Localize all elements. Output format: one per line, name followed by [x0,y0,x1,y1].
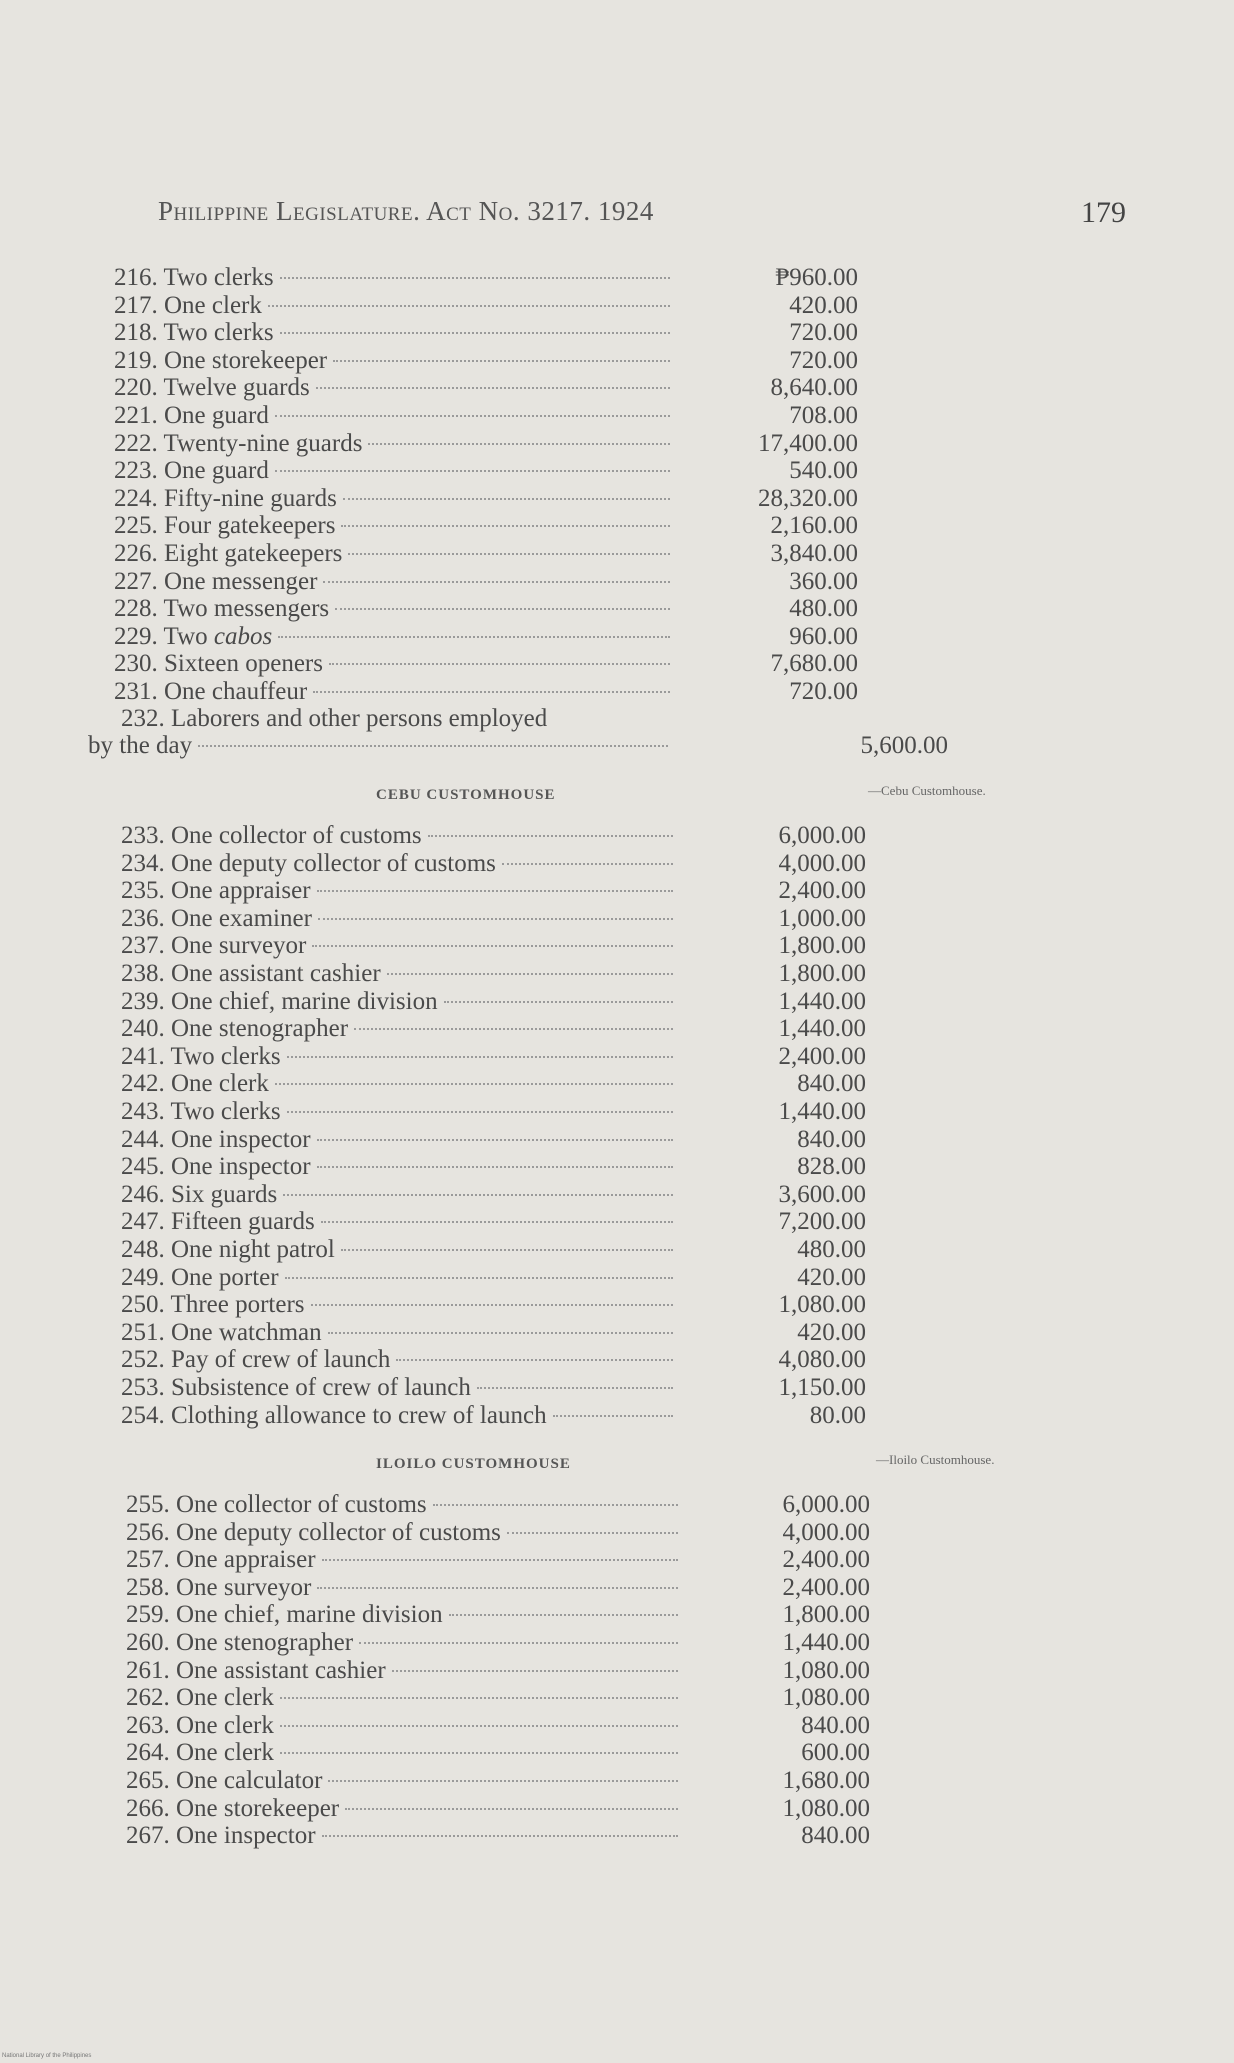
leader-dots [343,498,670,500]
line-item-amount: 708.00 [789,402,858,429]
line-item-amount: 2,400.00 [782,1573,870,1601]
iloilo-heading: ILOILO CUSTOMHOUSE [376,1456,571,1472]
leader-dots [287,1111,673,1113]
line-item-label: 243. Two clerks [121,1098,281,1125]
leader-dots [433,1504,678,1506]
line-item [121,1291,866,1319]
leader-dots [359,1642,678,1644]
line-item [121,932,866,960]
leader-dots [553,1415,673,1417]
leader-dots [268,305,670,307]
line-item-amount: ₱960.00 [775,264,858,291]
line-item [126,1739,870,1767]
line-item [126,1546,870,1574]
leader-dots [392,1670,678,1672]
running-title: Philippine Legislature. Act No. 3217. 1924 [158,196,654,226]
leader-dots [322,1559,678,1561]
line-item-label: 239. One chief, marine division [121,987,438,1015]
leader-dots [280,332,670,334]
line-item-label: 246. Six guards [121,1180,278,1208]
line-item [121,1125,866,1153]
line-item-label: 266. One storekeeper [126,1794,340,1822]
line-item-label: 247. Fifteen guards [121,1208,315,1236]
line-item [114,319,858,347]
line-item [121,1401,866,1429]
line-item-label: 251. One watchman [121,1318,322,1346]
page-number: 179 [1081,196,1126,229]
line-item [121,1015,866,1043]
line-item [121,1318,866,1346]
line-item-amount: 600.00 [801,1739,870,1767]
line-item-amount: 1,440.00 [778,1015,866,1043]
line-item-label: 254. Clothing allowance to crew of launch [121,1401,547,1429]
line-item [114,540,858,567]
line-item-amount: 960.00 [789,622,858,650]
leader-dots [444,1001,673,1003]
line-item [126,1518,870,1546]
line-item-label: 256. One deputy collector of customs [126,1518,501,1546]
leader-dots [335,608,670,610]
line-item [121,960,866,987]
line-item [126,1684,870,1712]
footer-credit: National Library of the Philippines [2,2053,92,2059]
line-item-label: 241. Two clerks [121,1042,281,1070]
line-item [114,402,858,429]
leader-dots [316,387,670,389]
leader-dots [278,636,670,638]
line-item [121,822,866,849]
line-item-amount: 1,000.00 [778,904,866,932]
line-item-label: 224. Fifty-nine guards [114,484,337,512]
line-item-amount: 3,840.00 [770,540,858,567]
line-item-label: 253. Subsistence of crew of launch [121,1374,471,1401]
line-item-label: 217. One clerk [114,291,262,319]
line-item [114,678,858,705]
line-item [121,1180,866,1208]
line-item [126,1656,870,1684]
leader-dots [396,1359,673,1361]
line-item [121,849,866,877]
line-item-label: 240. One stenographer [121,1015,349,1043]
line-item-amount: 840.00 [797,1070,866,1098]
leader-dots [317,1139,673,1141]
leader-dots [318,918,673,920]
line-item-label: 249. One porter [121,1263,279,1291]
line-item-label: 244. One inspector [121,1125,311,1153]
leader-dots [285,1277,673,1279]
line-item-label: 228. Two messengers [114,595,330,623]
line-item-label: 238. One assistant cashier [121,960,381,987]
leader-dots [348,553,670,555]
line-item-label: 221. One guard [114,402,269,429]
line-item-amount: 420.00 [789,291,858,319]
iloilo-margin-note: —Iloilo Customhouse. [876,1452,995,1467]
leader-dots [323,581,670,583]
line-item-label: 248. One night patrol [121,1236,335,1263]
line-item-amount: 4,000.00 [778,849,866,877]
line-item-amount: 720.00 [789,346,858,374]
line-item [114,429,858,457]
laborers-line-1: 232. Laborers and other persons employed [121,705,548,732]
line-item-label: 219. One storekeeper [114,346,328,374]
line-item-amount: 2,400.00 [778,1042,866,1070]
line-item-amount: 7,680.00 [770,650,858,678]
line-item-amount: 360.00 [789,567,858,595]
line-item [114,650,858,678]
line-item-amount: 4,080.00 [778,1346,866,1374]
line-item-amount: 420.00 [797,1263,866,1291]
line-item-amount: 1,440.00 [782,1629,870,1656]
line-item-label: 223. One guard [114,457,269,485]
line-item [114,264,858,291]
line-item-label: 261. One assistant cashier [126,1656,386,1684]
leader-dots [275,415,670,417]
line-item-amount: 2,400.00 [778,877,866,905]
line-item-amount: 720.00 [789,678,858,705]
line-item-amount: 480.00 [797,1236,866,1263]
line-item-amount: 1,080.00 [782,1656,870,1684]
line-item [114,512,858,540]
line-item-label: 263. One clerk [126,1711,274,1739]
line-item [114,457,858,485]
line-item-label: 225. Four gatekeepers [114,512,336,540]
line-item-label: 259. One chief, marine division [126,1601,443,1629]
leader-dots [328,1780,678,1782]
line-item-amount: 28,320.00 [758,484,858,512]
line-item-label: 229. Two cabos [114,622,273,650]
line-item-label: 230. Sixteen openers [114,650,323,678]
cebu-margin-note: —Cebu Customhouse. [868,783,986,798]
line-item-amount: 420.00 [797,1318,866,1346]
leader-dots [313,691,670,693]
line-item [126,1601,870,1629]
line-item-amount: 3,600.00 [778,1180,866,1208]
line-item-amount: 828.00 [797,1153,866,1181]
line-item-label: 242. One clerk [121,1070,269,1098]
line-item-amount: 17,400.00 [758,429,858,457]
leader-dots [280,1752,678,1754]
line-item-amount: 540.00 [789,457,858,485]
leader-dots [329,663,670,665]
line-item-amount: 480.00 [789,595,858,623]
line-item-label: 234. One deputy collector of customs [121,849,496,877]
leader-dots [354,1028,673,1030]
line-item-label: 262. One clerk [126,1684,274,1712]
leader-dots [311,1304,673,1306]
line-item-label: 227. One messenger [114,567,318,595]
laborers-amount: 5,600.00 [860,732,948,759]
line-item-label: 250. Three porters [121,1291,305,1319]
line-item-amount: 80.00 [809,1401,866,1429]
line-item-amount: 1,440.00 [778,1098,866,1125]
line-item [121,1153,866,1181]
line-item [121,987,866,1015]
line-item [121,1098,866,1125]
line-item-label: 233. One collector of customs [121,822,422,849]
leader-dots [321,1221,673,1223]
line-item-amount: 720.00 [789,319,858,347]
line-item-amount: 1,150.00 [778,1374,866,1401]
leader-dots [280,1697,678,1699]
line-item [126,1767,870,1794]
line-item [114,484,858,512]
leader-dots [280,277,670,279]
line-item-label: 265. One calculator [126,1767,323,1794]
line-item-label: 258. One surveyor [126,1573,312,1601]
line-item-label: 267. One inspector [126,1822,316,1850]
leader-dots [345,1808,678,1810]
line-item [114,567,858,595]
leader-dots [387,973,673,975]
line-item-label: 222. Twenty-nine guards [114,429,363,457]
line-item-label: 252. Pay of crew of launch [121,1346,391,1374]
line-item-amount: 1,800.00 [782,1601,870,1629]
line-item [114,291,858,319]
leader-dots [333,360,670,362]
line-item [121,1374,866,1401]
line-item [121,1042,866,1070]
leader-dots [312,945,673,947]
line-item-amount: 840.00 [797,1125,866,1153]
line-item-label: 231. One chauffeur [114,678,308,705]
line-item [126,1794,870,1822]
line-item-label: 264. One clerk [126,1739,274,1767]
leader-dots [507,1532,678,1534]
line-item [126,1629,870,1656]
line-item [126,1822,870,1850]
line-item [114,346,858,374]
line-item-amount: 2,160.00 [770,512,858,540]
line-item-amount: 1,080.00 [778,1291,866,1319]
line-item-amount: 8,640.00 [770,374,858,402]
cebu-heading: CEBU CUSTOMHOUSE [376,787,556,803]
line-item-amount: 1,440.00 [778,987,866,1015]
leader-dots [317,1166,673,1168]
leader-dots [368,443,670,445]
leader-dots [341,1249,673,1251]
line-item-label: 260. One stenographer [126,1629,354,1656]
leader-dots [287,1056,673,1058]
line-item-label: 218. Two clerks [114,319,274,347]
line-item [121,1263,866,1291]
line-item [114,622,858,650]
leader-dots [280,1725,678,1727]
line-item [126,1711,870,1739]
leader-dots [502,863,673,865]
line-item-amount: 840.00 [801,1711,870,1739]
line-item [121,904,866,932]
line-item-amount: 7,200.00 [778,1208,866,1236]
line-item-amount: 1,080.00 [782,1684,870,1712]
line-item-amount: 2,400.00 [782,1546,870,1574]
leader-dots [449,1614,678,1616]
leader-dots [275,1083,673,1085]
leader-dots [317,890,673,892]
leader-dots [283,1194,673,1196]
leader-dots [275,470,670,472]
line-item [121,1346,866,1374]
line-item-label: 257. One appraiser [126,1546,316,1574]
leader-dots [322,1835,678,1837]
line-item-amount: 1,800.00 [778,960,866,987]
line-item-amount: 1,080.00 [782,1794,870,1822]
line-item-amount: 840.00 [801,1822,870,1850]
line-item-amount: 1,800.00 [778,932,866,960]
line-item-label: 255. One collector of customs [126,1491,427,1518]
line-item [121,877,866,905]
line-item [126,1573,870,1601]
line-item-label: 237. One surveyor [121,932,307,960]
line-item-label: 216. Two clerks [114,264,274,291]
leader-dots [328,1332,673,1334]
line-item-amount: 6,000.00 [778,822,866,849]
leader-dots [317,1587,678,1589]
leader-dots [341,525,670,527]
line-item-label: 235. One appraiser [121,877,311,905]
line-item-label: 236. One examiner [121,904,312,932]
line-item [114,595,858,623]
line-item-amount: 4,000.00 [782,1518,870,1546]
line-item-label: 245. One inspector [121,1153,311,1181]
leader-dots [428,835,673,837]
line-item-label: 226. Eight gatekeepers [114,540,343,567]
page-header [158,196,1158,236]
line-item-amount: 1,680.00 [782,1767,870,1794]
line-item [121,1070,866,1098]
line-item-amount: 6,000.00 [782,1491,870,1518]
line-item [121,1236,866,1263]
line-item-label: 220. Twelve guards [114,374,310,402]
leader-dots [477,1387,673,1389]
laborers-line-2: by the day 5,600.00 [88,732,948,759]
line-item [114,374,858,402]
line-item [126,1491,870,1518]
line-item [121,1208,866,1236]
